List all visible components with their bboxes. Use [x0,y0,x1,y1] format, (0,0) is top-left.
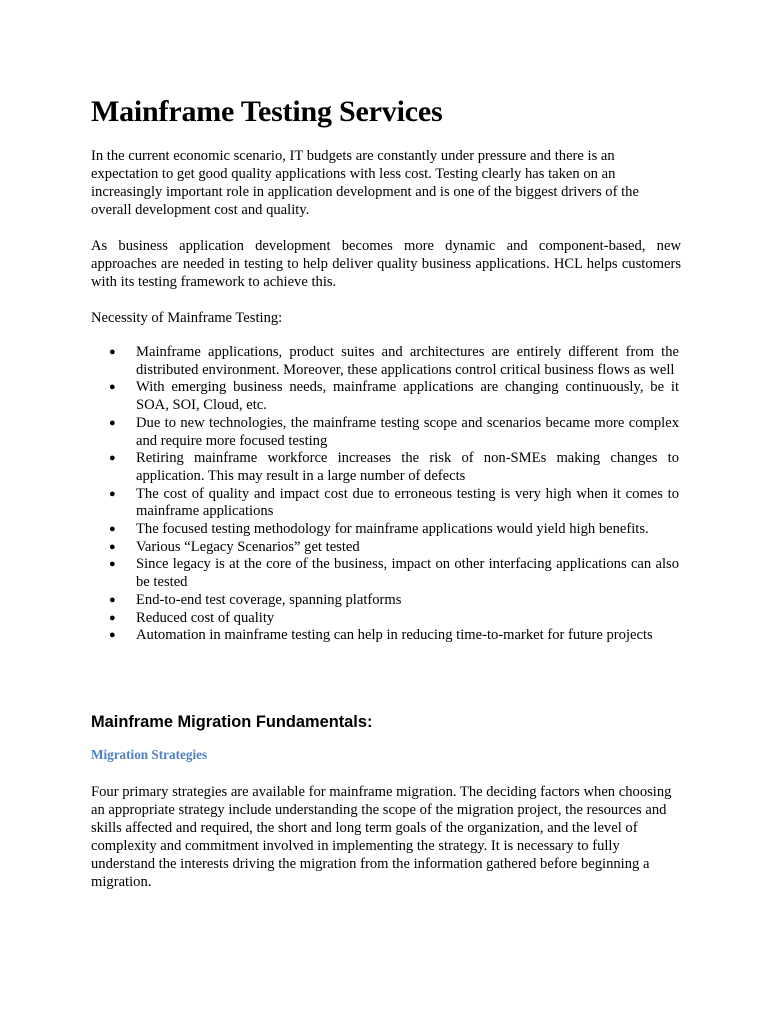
bullet-item [109,539,679,557]
bullet-item [109,344,679,379]
page-title: Mainframe Testing Services [91,95,443,128]
bullet-text: Mainframe applications, product suites and architectures are entirely different from the distributed environment. Moreover, these applications control critical business flows as well [136,344,679,378]
bullet-text: Reduced cost of quality [136,609,275,626]
bullet-item [109,379,679,414]
bullet-icon: ● [109,558,116,571]
bullet-text: Various “Legacy Scenarios” get tested [136,538,360,555]
bullet-item [109,450,679,485]
bullet-icon: ● [109,452,116,465]
intro-paragraph: In the current economic scenario, IT budgets are constantly under pressure and there is an expectation to get good quality applications with less cost. Testing clearly has taken on an increasingly important role in application development and is one of the biggest drivers of the overall development cost and quality. [91,148,639,218]
second-paragraph: As business application development becomes more dynamic and component-based, new approaches are needed in testing to help deliver quality business applications. HCL helps customers with its testing framework to achieve this. [91,238,681,290]
bullet-icon: ● [109,523,116,536]
bullet-text: With emerging business needs, mainframe applications are changing continuously, be it SOA, SOI, Cloud, etc. [136,379,679,414]
section-heading: Mainframe Migration Fundamentals: [91,713,373,731]
bullet-text: The cost of quality and impact cost due to erroneous testing is very high when it comes to mainframe applications [136,485,679,520]
bullet-icon: ● [109,346,116,358]
bullet-icon: ● [109,416,116,429]
bullet-text: The focused testing methodology for mainframe applications would yield high benefits. [136,521,649,538]
bullet-icon: ● [109,593,116,606]
bullet-text: Automation in mainframe testing can help in reducing time-to-market for future projects [136,627,653,644]
bullet-icon: ● [109,540,116,553]
bullet-item [109,610,679,628]
bullet-text: Since legacy is at the core of the business, impact on other interfacing applications can also be tested [136,556,679,591]
bullet-text: End-to-end test coverage, spanning platforms [136,591,402,608]
necessity-bullet-list [109,344,679,645]
bullet-text: Due to new technologies, the mainframe testing scope and scenarios became more complex and require more focused testing [136,414,679,449]
necessity-heading: Necessity of Mainframe Testing: [91,310,283,326]
bullet-item [109,486,679,521]
bullet-text: Retiring mainframe workforce increases the risk of non-SMEs making changes to application. This may result in a large number of defects [136,450,679,484]
bullet-item [109,415,679,450]
subsection-heading: Migration Strategies [91,747,208,762]
bullet-item [109,592,679,610]
bullet-item [109,556,679,591]
bullet-icon: ● [109,381,116,394]
bullet-item [109,627,679,645]
bullet-icon: ● [109,611,116,624]
bullet-item [109,521,679,539]
bullet-icon: ● [109,487,116,500]
bullet-icon: ● [109,629,116,642]
migration-paragraph: Four primary strategies are available for mainframe migration. The deciding factors when choosing an appropriate strategy include understanding the scope of the migration project, the resources and skills affected and required, the short and long term goals of the organization, and the level of complexity and commitment involved in implementing the strategy. It is necessary to fully understand the interests driving the migration from the information gathered before beginning a migration. [91,784,672,890]
